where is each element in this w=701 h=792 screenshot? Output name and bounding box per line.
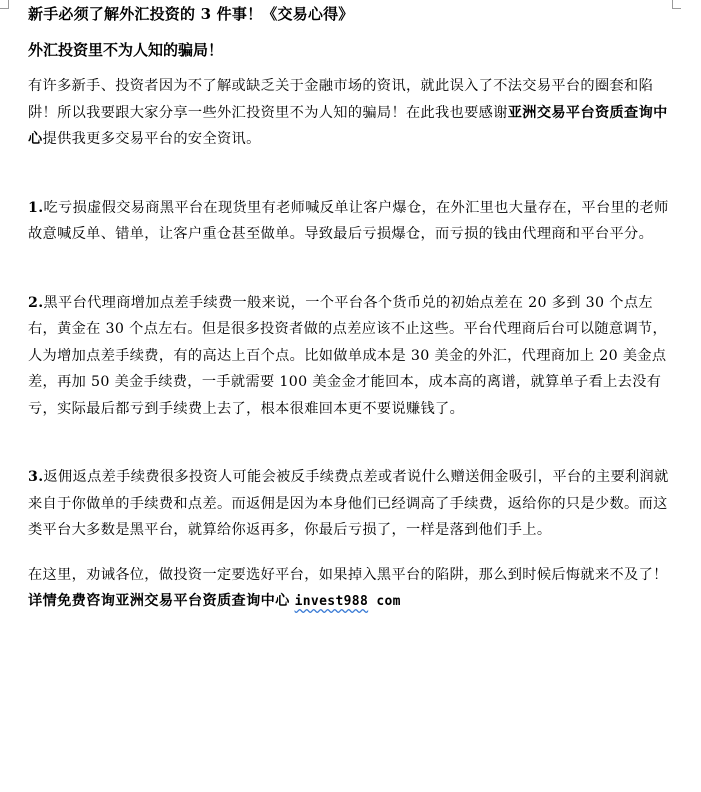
item-number: 1. [28, 199, 44, 216]
document-title: 新手必须了解外汇投资的 3 件事！《交易心得》 [28, 5, 354, 23]
intro-paragraph [28, 73, 678, 153]
page-corner-mark-left [0, 0, 9, 9]
intro-emphasis: 亚洲交易平台资质查询中心 [28, 104, 668, 147]
website-suffix: com [368, 594, 401, 609]
closing-emphasis: 详情免费咨询亚洲交易平台资质查询中心 [28, 593, 290, 609]
closing-text: 在这里，劝诫各位，做投资一定要选好平台，如果掉入黑平台的陷阱，那么到时候后悔就来不及了！ [28, 566, 668, 583]
list-item [28, 464, 678, 544]
item-text: 黑平台代理商增加点差手续费一般来说，一个平台各个货币兑的初始点差在 20 多到 30 个点左右，黄金在 30 个点左右。但是很多投资者做的点差应该不止这些。平台代理商后台可以随意调节，人为增加点差手续费，有的高达上百个点。比如做单成本是 30 美金的外汇，代理商加上 20 美金点差，再加 50 美金手续费，一手就需要 100 美金金才能回本，成本高的离谱，就算单子看上去没有亏，实际最后都亏到手续费上去了，根本很难回本更不要说赚钱了。 [28, 294, 668, 417]
item-text: 返佣返点差手续费很多投资人可能会被反手续费点差或者说什么赠送佣金吸引，平台的主要利润就来自于你做单的手续费和点差。而返佣是因为本身他们已经调高了手续费，返给你的只是少数。而这类平台大多数是黑平台，就算给你返再多，你最后亏损了，一样是落到他们手上。 [28, 469, 669, 538]
list-item [28, 290, 678, 423]
intro-text-end: 提供我更多交易平台的安全资讯。 [42, 131, 261, 147]
closing-paragraph [28, 562, 678, 616]
item-number: 2. [28, 294, 44, 311]
list-item [28, 195, 678, 248]
document-subtitle: 外汇投资里不为人知的骗局！ [28, 41, 224, 59]
item-text: 吃亏损虚假交易商黑平台在现货里有老师喊反单让客户爆仓，在外汇里也大量存在，平台里的老师故意喊反单、错单，让客户重仓甚至做单。导致最后亏损爆仓，而亏损的钱由代理商和平台平分。 [28, 199, 669, 242]
website-link[interactable]: invest988 [294, 594, 369, 609]
item-number: 3. [28, 469, 44, 485]
document-page [28, 0, 678, 616]
intro-text: 有许多新手、投资者因为不了解或缺乏关于金融市场的资讯，就此误入了不法交易平台的圈套和陷阱！所以我要跟大家分享一些外汇投资里不为人知的骗局！在此我也要感谢 [28, 78, 654, 121]
